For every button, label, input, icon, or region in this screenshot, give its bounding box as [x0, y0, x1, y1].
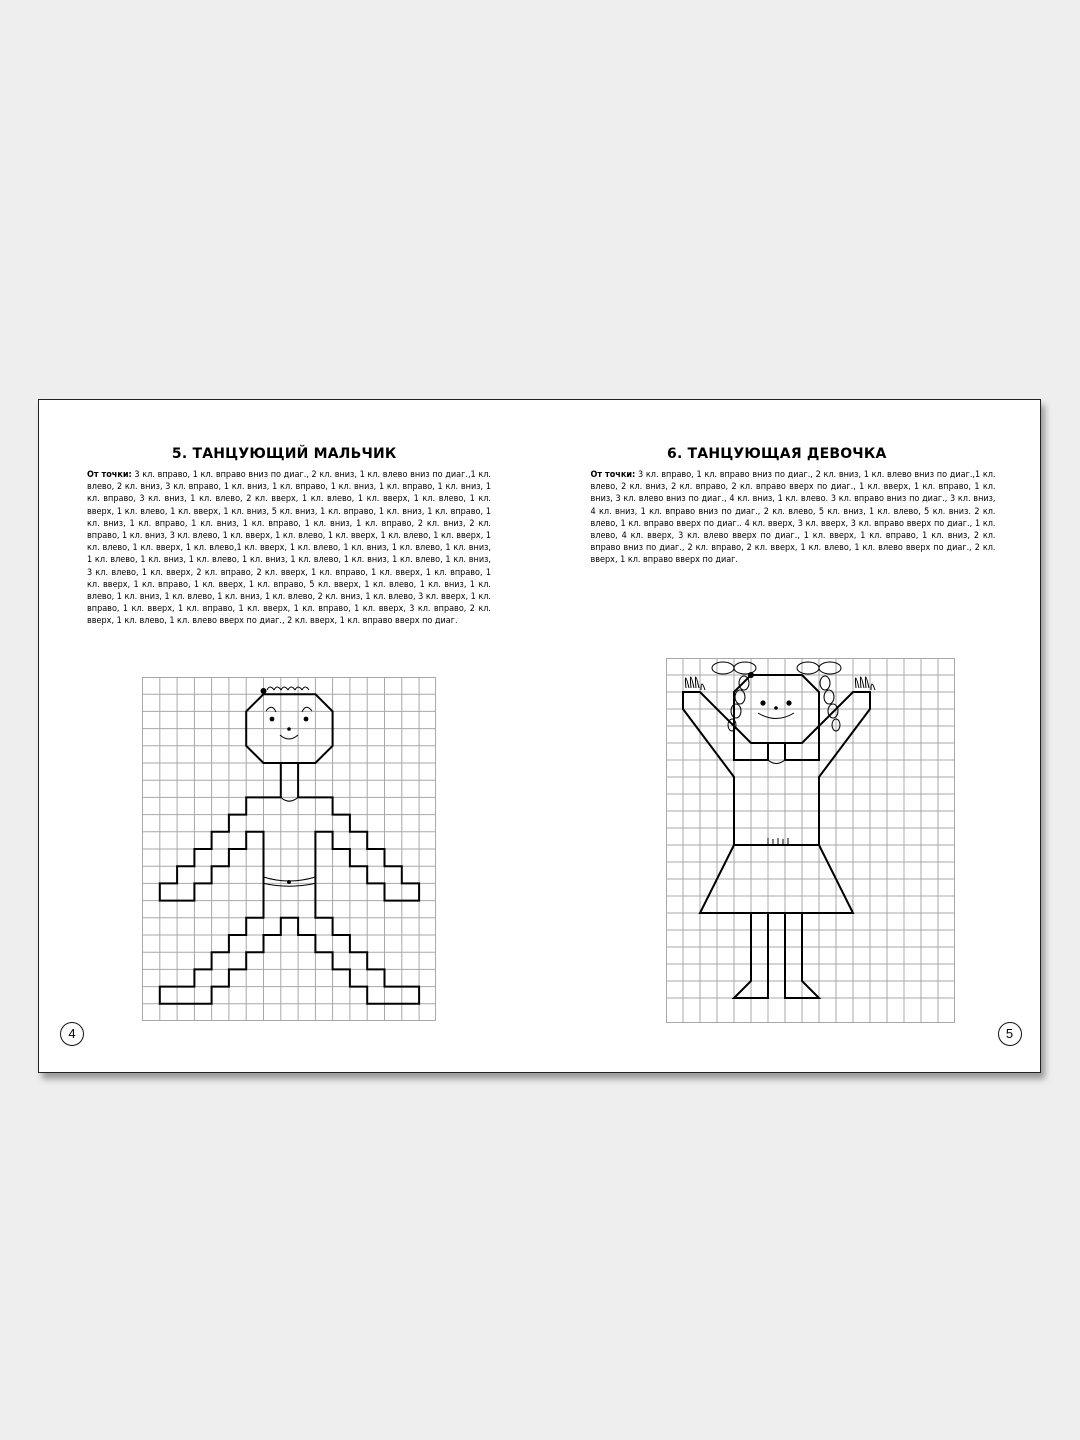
instruction-text: 3 кл. вправо, 1 кл. вправо вниз по диаг., 2 кл. вниз, 1 кл. влево вниз по диаг.,1 кл. влево, 2 кл. вниз, 3 кл. вправо, 1 кл. вниз, 1 кл. вправо, 1 кл. вниз, 1 кл. вправо, 1 кл. вниз, 1 кл. вправо, 3 кл. вниз, 1 кл. влево, 2 кл. вверх, 1 кл. влево, 1 кл. вверх, 1 кл. влево, 1 кл. вверх, 1 кл. влево, 1 кл. вверх, 1 кл. вниз, 5 кл. вниз, 1 кл. вправо, 1 кл. вниз, 1 кл. вправо, 1 кл. вниз, 1 кл. вправо, 1 кл. вниз, 1 кл. вправо, 1 кл. вниз, 1 кл. вправо, 2 кл. вниз, 2 кл. вправо, 1 кл. вниз, 3 кл. влево, 1 кл. вверх, 1 кл. влево, 1 кл. вверх, 1 кл. влево, 1 кл. вверх, 1 кл. влево, 1 кл. вверх, 1 кл. влево,1 кл. вверх, 1 кл. влево, 1 кл. вниз, 1 кл. влево, 1 кл. вниз, 1 кл. влево, 1 кл. вниз, 1 кл. влево, 1 кл. вниз, 1 кл. влево, 1 кл. вниз, 1 кл. влево, 1 кл. вниз, 3 кл. влево, 1 кл. вверх, 2 кл. вправо, 2 кл. вверх, 1 кл. вправо, 1 кл. вверх, 1 кл. вправо, 1 кл. вверх, 1 кл. вправо, 1 кл. вверх, 1 кл. вправо, 5 кл. вверх, 1 кл. влево, 1 кл. вниз, 1 кл. влево, 1 кл. вниз, 1 кл. влево, 1 кл. вниз, 1 кл. влево, 2 кл. вниз, 1 кл. влево, 3 кл. вверх, 1 кл. вправо, 1 кл. вверх, 1 кл. вправо, 1 кл. вверх, 1 кл. вправо, 1 кл. вверх, 3 кл. вправо, 2 кл. вверх, 1 кл. влево, 1 кл. влево вверх по диаг., 2 кл. вверх, 1 кл. вправо вверх по диаг.: [87, 470, 492, 627]
girl-figure: [683, 675, 870, 998]
left-page: [39, 400, 540, 1072]
instruction-lead: От точки:: [590, 470, 636, 480]
right-page: [540, 400, 1041, 1072]
page-number-left: 4: [60, 1022, 84, 1046]
page-title-dancing-boy: 5. ТАНЦУЮЩИЙ МАЛЬЧИК: [171, 446, 397, 462]
page-number-right: 5: [998, 1022, 1022, 1046]
page-title-dancing-girl: 6. ТАНЦУЮЩАЯ ДЕВОЧКА: [667, 446, 887, 462]
book-spread: [38, 399, 1041, 1073]
boy-grid-drawing: [142, 677, 436, 1021]
instruction-lead: От точки:: [87, 470, 132, 480]
girl-grid-drawing: [666, 658, 955, 1023]
instructions-dancing-girl: [591, 469, 996, 567]
girl-details: [685, 662, 875, 845]
instructions-dancing-boy: [87, 469, 491, 628]
boy-face-dots: [261, 688, 309, 884]
instruction-text: 3 кл. вправо, 1 кл. вправо вниз по диаг., 2 кл. вниз, 1 кл. влево вниз по диаг.,1 кл. влево, 2 кл. вниз, 2 кл. вправо, 2 кл. вправо вверх по диаг., 1 кл. вверх, 1 кл. вправо, 1 кл. вниз, 3 кл. влево вниз по диаг., 4 кл. вниз, 1 кл. влево. 3 кл. вправо вниз по диаг., 3 кл. вниз, 4 кл. вниз, 1 кл. вправо вниз по диаг., 2 кл. влево, 5 кл. вниз, 1 кл. влево, 5 кл. вниз. 2 кл. влево, 1 кл. вправо вверх по диаг.. 4 кл. вверх, 3 кл. вверх, 3 кл. вправо вверх по диаг., 1 кл. влево, 4 кл. вверх, 3 кл. влево вверх по диаг., 1 кл. вверх, 1 кл. вправо, 1 кл. вниз, 2 кл. вправо вниз по диаг., 2 кл. вправо, 2 кл. вверх, 1 кл. влево, 1 кл. влево вверх по диаг., 2 кл. вверх, 1 кл. вправо вверх по диаг.: [590, 470, 996, 566]
grid-lines: [666, 658, 955, 1023]
